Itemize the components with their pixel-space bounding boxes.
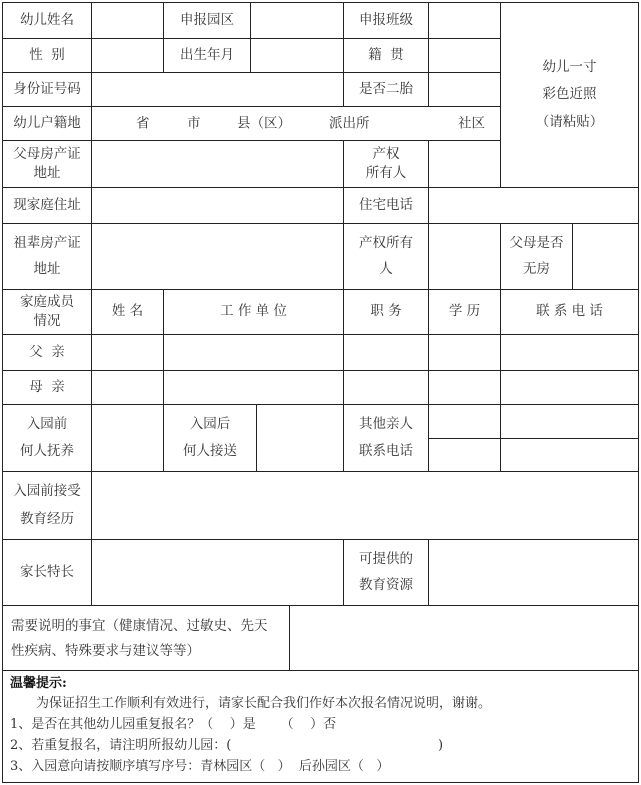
- label-home-phone: [343, 187, 429, 224]
- input-second-child[interactable]: [428, 72, 501, 107]
- city-text: 市: [187, 114, 201, 131]
- family-header-position: [343, 289, 429, 335]
- input-father-workplace[interactable]: [163, 334, 344, 371]
- input-other-relative-phone-1[interactable]: [500, 404, 639, 439]
- input-mother-name[interactable]: [91, 370, 164, 405]
- label-text: 是否二胎: [359, 80, 413, 97]
- label-birth: [163, 38, 251, 73]
- label-text: 其他亲人: [359, 415, 413, 432]
- photo-text-1: 幼儿一寸: [542, 58, 597, 75]
- input-other-relative-phone-2[interactable]: [500, 438, 639, 472]
- label-text: 祖辈房产证: [13, 234, 81, 251]
- label-text: 联系电话: [359, 442, 413, 459]
- label-resources: [343, 539, 429, 606]
- label-parent-skill: [2, 539, 92, 606]
- label-father: [2, 334, 92, 371]
- label-text: 产权: [372, 145, 400, 162]
- label-notes: [2, 605, 290, 671]
- input-id-number[interactable]: [91, 72, 344, 107]
- label-parent-property: [2, 140, 92, 188]
- label-text: 何人抚养: [20, 442, 74, 459]
- notice-title: 温馨提示:: [10, 676, 67, 691]
- label-text: 产权所有: [359, 234, 413, 251]
- label-text: 性 别: [29, 46, 65, 63]
- label-text: 地址: [33, 165, 61, 181]
- notice-item: 1、是否在其他幼儿园重复报名？（ ）是 （ ）否: [10, 717, 337, 732]
- family-header-name: [91, 289, 164, 335]
- header-text: 学 历: [448, 303, 481, 320]
- notice-item: 3、入园意向请按顺序填写序号：青林园区（ ） 后孙园区（ ）: [10, 759, 390, 774]
- input-gp-property-owner[interactable]: [428, 223, 501, 290]
- input-parent-skill[interactable]: [91, 539, 344, 606]
- notice-box: [2, 670, 639, 783]
- label-text: 幼儿姓名: [20, 11, 74, 28]
- label-grandparent-property: [2, 223, 92, 290]
- county-text: 县（区）: [237, 114, 291, 131]
- label-text: 所有人: [365, 165, 407, 181]
- label-class: [343, 2, 429, 39]
- input-campus[interactable]: [250, 2, 344, 39]
- label-text: 教育经历: [20, 510, 74, 527]
- label-text: 入园前接受: [13, 483, 81, 499]
- label-care-before: [2, 404, 92, 472]
- label-text: 身份证号码: [13, 80, 81, 97]
- input-current-address[interactable]: [91, 187, 344, 224]
- label-text: 出生年月: [180, 46, 234, 63]
- label-text: 无房: [523, 261, 550, 277]
- input-property-owner[interactable]: [428, 140, 501, 188]
- label-id-number: [2, 72, 92, 107]
- notice-intro: 为保证招生工作顺利有效进行，请家长配合我们作好本次报名情况说明，谢谢。: [36, 696, 492, 711]
- input-mother-workplace[interactable]: [163, 370, 344, 405]
- input-father-name[interactable]: [91, 334, 164, 371]
- input-education[interactable]: [91, 471, 639, 540]
- input-native-place[interactable]: [428, 38, 501, 73]
- photo-text-2: 彩色近照: [542, 86, 597, 103]
- label-current-address: [2, 187, 92, 224]
- input-gender[interactable]: [91, 38, 164, 73]
- label-child-name: [2, 2, 92, 39]
- label-native-place: [343, 38, 429, 73]
- label-text: 地址: [33, 261, 61, 277]
- police-station-text: 派出所: [329, 114, 370, 131]
- label-education: [2, 471, 92, 540]
- input-care-after[interactable]: [256, 404, 344, 472]
- label-text: 父母是否: [509, 234, 564, 251]
- label-text: 入园后: [189, 415, 231, 432]
- family-header-phone: [500, 289, 639, 335]
- community-text: 社区: [458, 114, 485, 131]
- input-parents-no-house[interactable]: [572, 223, 639, 290]
- label-text: 申报班级: [359, 11, 413, 28]
- label-text: 母 亲: [29, 378, 65, 395]
- label-text: 教育资源: [359, 577, 413, 593]
- header-text: 姓 名: [111, 303, 144, 320]
- label-text: 现家庭住址: [13, 196, 81, 213]
- input-resources[interactable]: [428, 539, 639, 606]
- label-text: 家庭成员: [20, 293, 74, 310]
- family-header-education: [428, 289, 501, 335]
- notice-item: 2、若重复报名，请注明所报幼儿园：( ): [10, 738, 444, 753]
- input-parent-property[interactable]: [91, 140, 344, 188]
- input-class[interactable]: [428, 2, 501, 39]
- input-mother-phone[interactable]: [500, 370, 639, 405]
- label-care-after: [163, 404, 257, 472]
- label-text: 人: [379, 261, 393, 277]
- input-notes[interactable]: [289, 605, 639, 671]
- label-parents-no-house: [500, 223, 573, 290]
- input-mother-education[interactable]: [428, 370, 501, 405]
- label-text: 幼儿户籍地: [13, 114, 81, 131]
- input-other-relative-name-2[interactable]: [428, 438, 501, 472]
- label-text: 住宅电话: [359, 196, 413, 213]
- header-text: 工 作 单 位: [220, 303, 287, 320]
- photo-area[interactable]: [500, 2, 639, 188]
- label-residence: [2, 106, 92, 141]
- province-text: 省: [136, 114, 150, 131]
- label-campus: [163, 2, 251, 39]
- label-gp-property-owner: [343, 223, 429, 290]
- input-home-phone[interactable]: [428, 187, 639, 224]
- label-mother: [2, 370, 92, 405]
- input-grandparent-property[interactable]: [91, 223, 344, 290]
- label-property-owner: [343, 140, 429, 188]
- label-text: 籍 贯: [368, 46, 404, 63]
- header-text: 联 系 电 话: [536, 303, 603, 320]
- photo-text-3: （请粘贴）: [535, 113, 604, 130]
- label-text: 父 亲: [29, 343, 65, 360]
- input-father-position[interactable]: [343, 334, 429, 371]
- label-text: 可提供的: [359, 550, 413, 567]
- label-other-relative: [343, 404, 429, 472]
- input-residence[interactable]: [91, 106, 501, 141]
- input-care-before[interactable]: [91, 404, 164, 472]
- label-text: 何人接送: [183, 442, 237, 459]
- input-mother-position[interactable]: [343, 370, 429, 405]
- label-gender: [2, 38, 92, 73]
- header-text: 职 务: [370, 303, 402, 320]
- label-family-section: [2, 289, 92, 335]
- input-other-relative-name-1[interactable]: [428, 404, 501, 439]
- label-text: 入园前: [26, 415, 68, 432]
- family-header-workplace: [163, 289, 344, 335]
- label-text: 父母房产证: [13, 145, 81, 162]
- label-text: 需要说明的事宜（健康情况、过敏史、先天: [11, 617, 268, 634]
- label-second-child: [343, 72, 429, 107]
- label-text: 家长特长: [20, 563, 74, 580]
- label-text: 申报园区: [180, 11, 234, 28]
- input-child-name[interactable]: [91, 2, 164, 39]
- label-text: 性疾病、特殊要求与建议等等）: [11, 642, 200, 659]
- input-father-phone[interactable]: [500, 334, 639, 371]
- input-birth[interactable]: [250, 38, 344, 73]
- input-father-education[interactable]: [428, 334, 501, 371]
- label-text: 情况: [33, 313, 61, 329]
